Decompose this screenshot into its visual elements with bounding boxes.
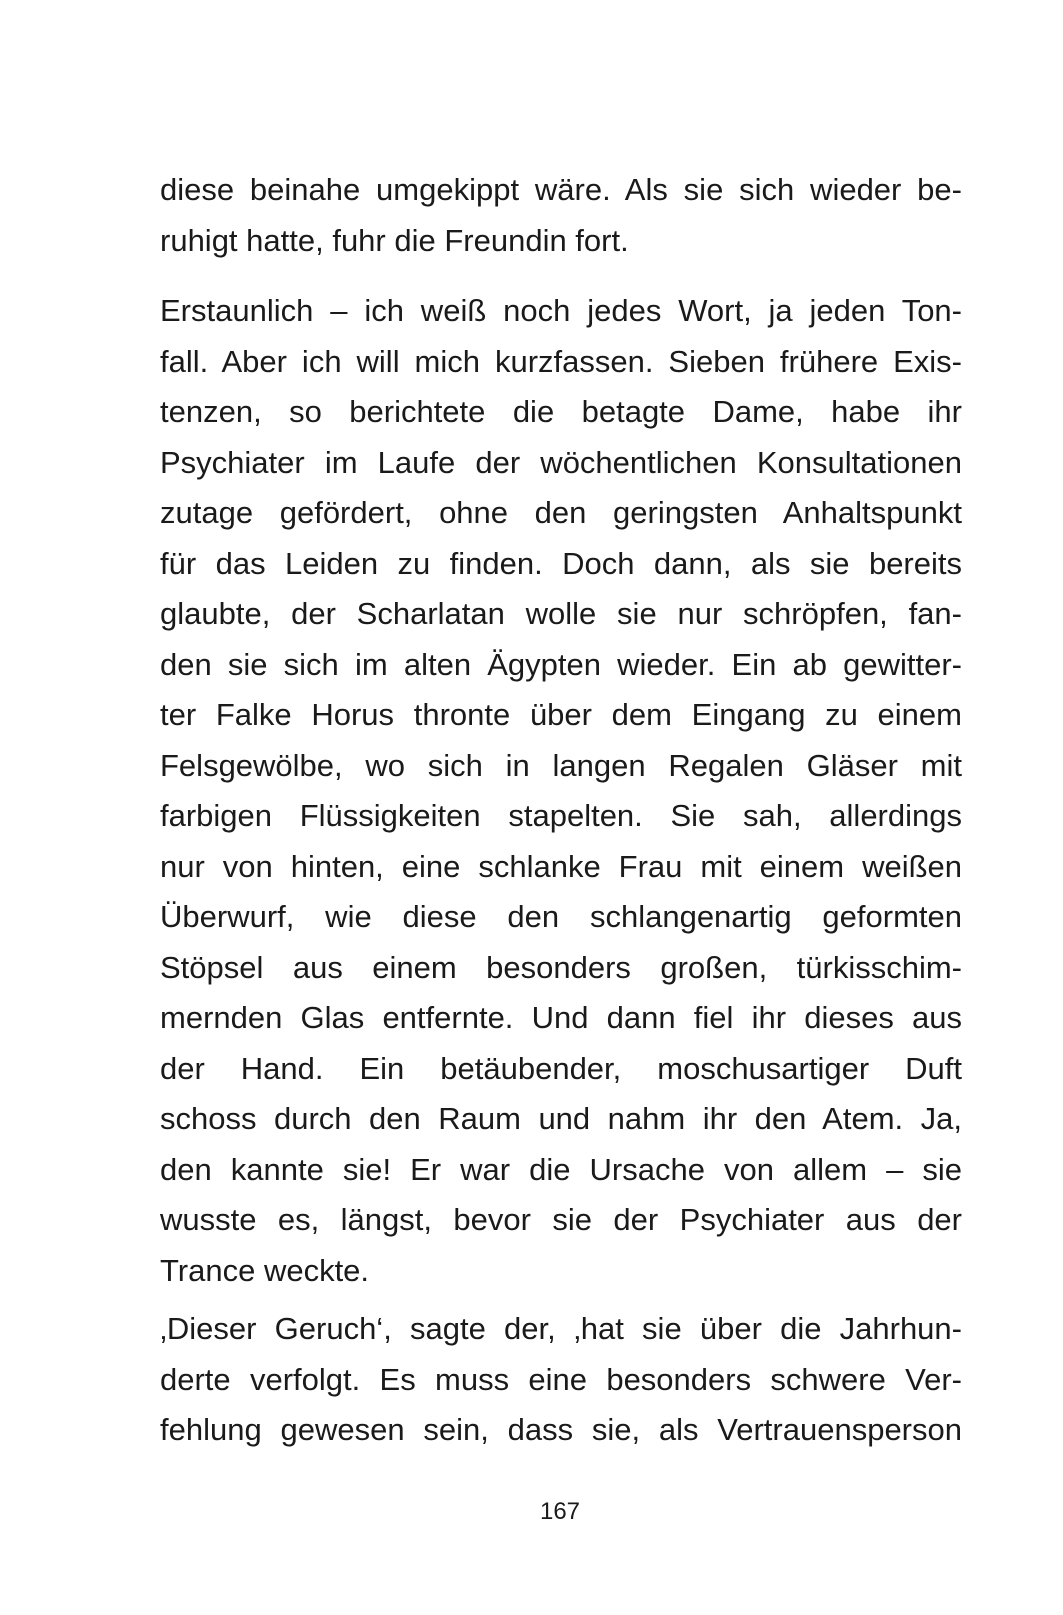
text-line: Felsgewölbe, wo sich in langen Regalen Gläser mit xyxy=(160,747,962,783)
text-line: nur von hinten, eine schlanke Frau mit einem weißen xyxy=(160,848,962,884)
text-line: Überwurf, wie diese den schlangenartig geformten xyxy=(160,899,962,934)
text-line: diese beinahe umgekippt wäre. Als sie sich wieder be- xyxy=(160,172,962,207)
text-line: farbigen Flüssigkeiten stapelten. Sie sah, allerdings xyxy=(160,798,962,833)
text-line: fehlung gewesen sein, dass sie, als Vertrauensperson xyxy=(160,1412,962,1447)
paragraph-1 xyxy=(160,165,962,266)
text-line: ter Falke Horus thronte über dem Eingang zu einem xyxy=(160,697,962,732)
text-line: derte verfolgt. Es muss eine besonders schwere Ver- xyxy=(160,1361,962,1397)
paragraph-3 xyxy=(160,1304,962,1456)
paragraph-2 xyxy=(160,286,962,1296)
text-line: Erstaunlich – ich weiß noch jedes Wort, ja jeden Ton- xyxy=(160,293,962,328)
page-number: 167 xyxy=(539,1498,581,1525)
text-line: zutage gefördert, ohne den geringsten Anhaltspunkt xyxy=(160,495,962,530)
text-line: der Hand. Ein betäubender, moschusartiger Duft xyxy=(160,1050,962,1086)
text-line: tenzen, so berichtete die betagte Dame, habe ihr xyxy=(160,394,962,429)
text-line: für das Leiden zu finden. Doch dann, als sie bereits xyxy=(160,545,962,581)
text-line: ‚Dieser Geruch‘, sagte der, ‚hat sie über die Jahrhun- xyxy=(160,1311,962,1346)
text-line: den kannte sie! Er war die Ursache von allem – sie xyxy=(160,1151,962,1187)
text-line: wusste es, längst, bevor sie der Psychiater aus der xyxy=(160,1202,962,1237)
text-line: Psychiater im Laufe der wöchentlichen Konsultationen xyxy=(160,444,962,480)
text-line: den sie sich im alten Ägypten wieder. Ein ab gewitter- xyxy=(160,646,962,682)
text-line: Trance weckte. xyxy=(160,1252,370,1288)
text-line: mernden Glas entfernte. Und dann fiel ihr dieses aus xyxy=(160,1000,962,1035)
text-line: glaubte, der Scharlatan wolle sie nur schröpfen, fan- xyxy=(160,596,962,631)
text-line: Stöpsel aus einem besonders großen, türkisschim- xyxy=(160,949,962,985)
text-line: schoss durch den Raum und nahm ihr den Atem. Ja, xyxy=(160,1101,962,1136)
text-line: ruhigt hatte, fuhr die Freundin fort. xyxy=(160,222,629,258)
text-line: fall. Aber ich will mich kurzfassen. Sieben frühere Exis- xyxy=(160,343,962,379)
